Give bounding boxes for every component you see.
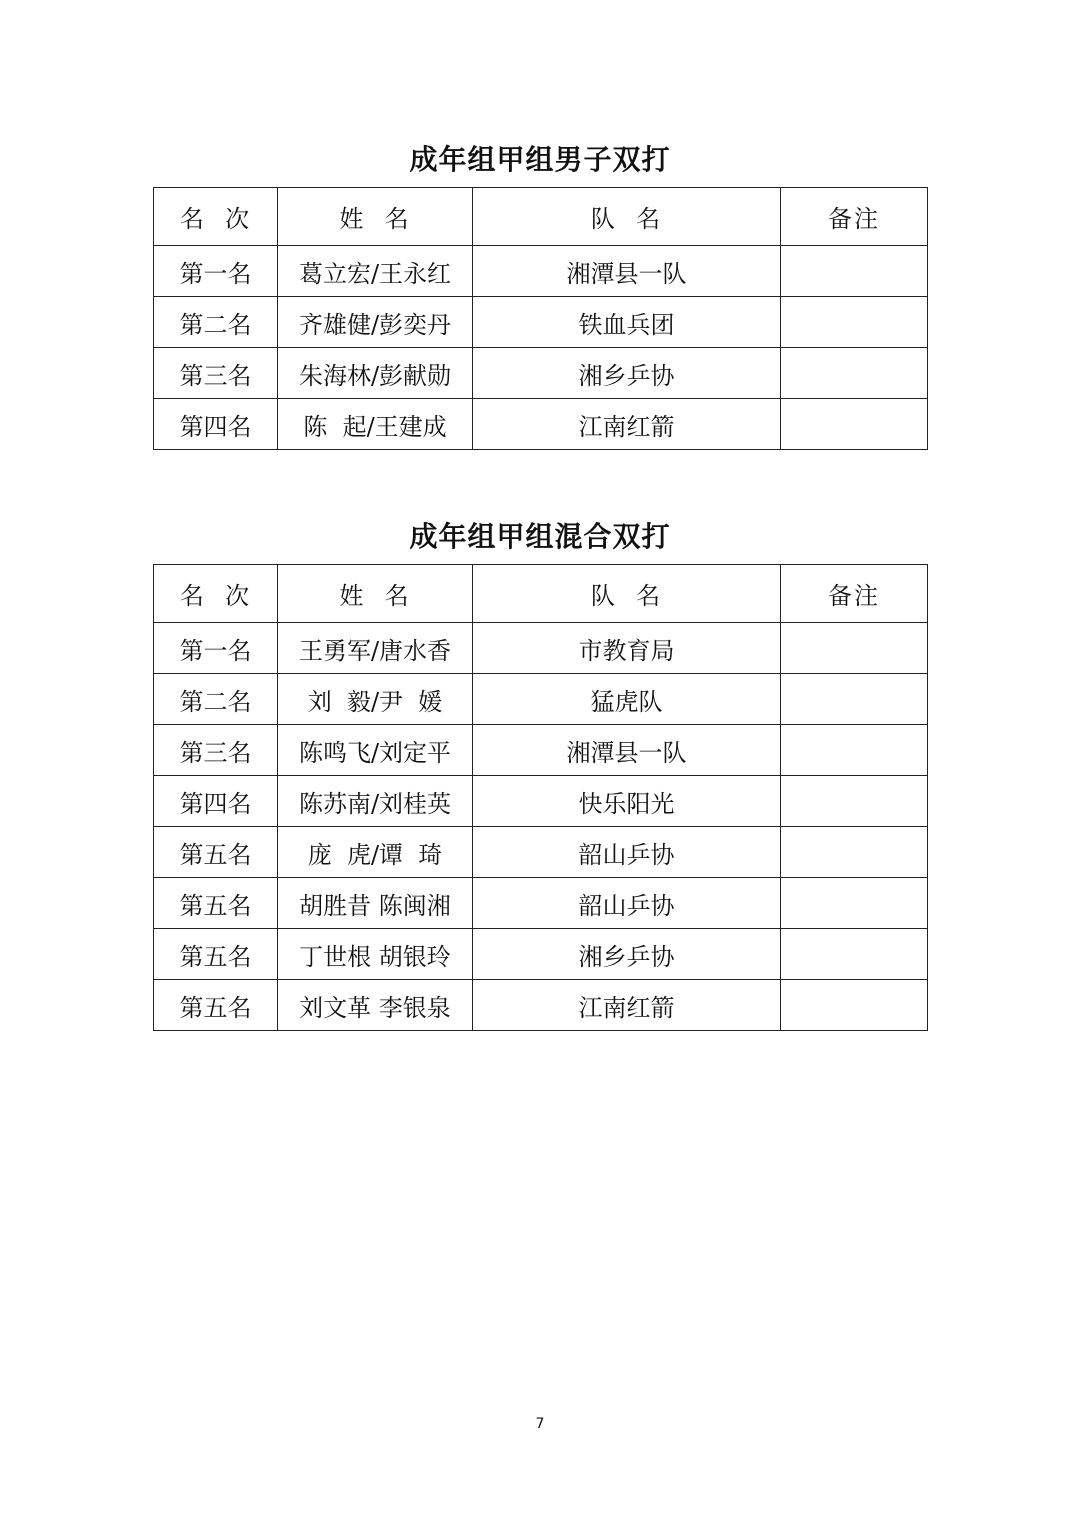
rank-cell: 第二名 bbox=[154, 674, 278, 725]
table-header-row bbox=[154, 188, 928, 246]
player-name-cell: 刘文革 李银泉 bbox=[278, 980, 473, 1031]
rank-cell: 第五名 bbox=[154, 929, 278, 980]
note-cell bbox=[781, 399, 928, 450]
player-name-cell: 丁世根 胡银玲 bbox=[278, 929, 473, 980]
player-name-cell: 庞 虎/谭 琦 bbox=[278, 827, 473, 878]
note-cell bbox=[781, 348, 928, 399]
rank-cell: 第四名 bbox=[154, 399, 278, 450]
mens-doubles-table bbox=[153, 187, 928, 450]
note-cell bbox=[781, 980, 928, 1031]
table-row bbox=[154, 878, 928, 929]
player-name-cell: 王勇军/唐水香 bbox=[278, 623, 473, 674]
header-team: 队 名 bbox=[473, 188, 781, 246]
mixed-doubles-title: 成年组甲组混合双打 bbox=[409, 520, 671, 553]
rank-cell: 第二名 bbox=[154, 297, 278, 348]
team-cell: 韶山乒协 bbox=[473, 827, 781, 878]
rank-cell: 第四名 bbox=[154, 776, 278, 827]
rank-cell: 第三名 bbox=[154, 725, 278, 776]
table-row bbox=[154, 776, 928, 827]
team-cell: 猛虎队 bbox=[473, 674, 781, 725]
team-cell: 江南红箭 bbox=[473, 980, 781, 1031]
table-row bbox=[154, 929, 928, 980]
player-name-cell: 胡胜昔 陈闽湘 bbox=[278, 878, 473, 929]
team-cell: 江南红箭 bbox=[473, 399, 781, 450]
header-note: 备注 bbox=[781, 188, 928, 246]
note-cell bbox=[781, 674, 928, 725]
table-row bbox=[154, 827, 928, 878]
team-cell: 湘潭县一队 bbox=[473, 725, 781, 776]
player-name-cell: 齐雄健/彭奕丹 bbox=[278, 297, 473, 348]
mens-doubles-title: 成年组甲组男子双打 bbox=[409, 143, 671, 176]
player-name-cell: 陈苏南/刘桂英 bbox=[278, 776, 473, 827]
rank-cell: 第三名 bbox=[154, 348, 278, 399]
rank-cell: 第一名 bbox=[154, 623, 278, 674]
team-cell: 市教育局 bbox=[473, 623, 781, 674]
player-name-cell: 朱海林/彭献勋 bbox=[278, 348, 473, 399]
note-cell bbox=[781, 246, 928, 297]
note-cell bbox=[781, 827, 928, 878]
page-number: 7 bbox=[535, 1416, 545, 1432]
team-cell: 韶山乒协 bbox=[473, 878, 781, 929]
rank-cell: 第五名 bbox=[154, 878, 278, 929]
table-row bbox=[154, 980, 928, 1031]
team-cell: 湘潭县一队 bbox=[473, 246, 781, 297]
player-name-cell: 陈 起/王建成 bbox=[278, 399, 473, 450]
note-cell bbox=[781, 929, 928, 980]
rank-cell: 第五名 bbox=[154, 980, 278, 1031]
note-cell bbox=[781, 623, 928, 674]
rank-cell: 第一名 bbox=[154, 246, 278, 297]
table-row bbox=[154, 725, 928, 776]
note-cell bbox=[781, 776, 928, 827]
table-row bbox=[154, 399, 928, 450]
player-name-cell: 葛立宏/王永红 bbox=[278, 246, 473, 297]
team-cell: 铁血兵团 bbox=[473, 297, 781, 348]
rank-cell: 第五名 bbox=[154, 827, 278, 878]
table-row bbox=[154, 297, 928, 348]
header-name: 姓 名 bbox=[278, 188, 473, 246]
header-note: 备注 bbox=[781, 565, 928, 623]
header-name: 姓 名 bbox=[278, 565, 473, 623]
table-row bbox=[154, 623, 928, 674]
note-cell bbox=[781, 725, 928, 776]
header-rank: 名 次 bbox=[154, 188, 278, 246]
team-cell: 快乐阳光 bbox=[473, 776, 781, 827]
team-cell: 湘乡乒协 bbox=[473, 929, 781, 980]
mixed-doubles-table bbox=[153, 564, 928, 1031]
table-row bbox=[154, 674, 928, 725]
header-rank: 名 次 bbox=[154, 565, 278, 623]
table-row bbox=[154, 246, 928, 297]
note-cell bbox=[781, 878, 928, 929]
player-name-cell: 陈鸣飞/刘定平 bbox=[278, 725, 473, 776]
note-cell bbox=[781, 297, 928, 348]
player-name-cell: 刘 毅/尹 媛 bbox=[278, 674, 473, 725]
table-row bbox=[154, 348, 928, 399]
team-cell: 湘乡乒协 bbox=[473, 348, 781, 399]
header-team: 队 名 bbox=[473, 565, 781, 623]
table-header-row bbox=[154, 565, 928, 623]
